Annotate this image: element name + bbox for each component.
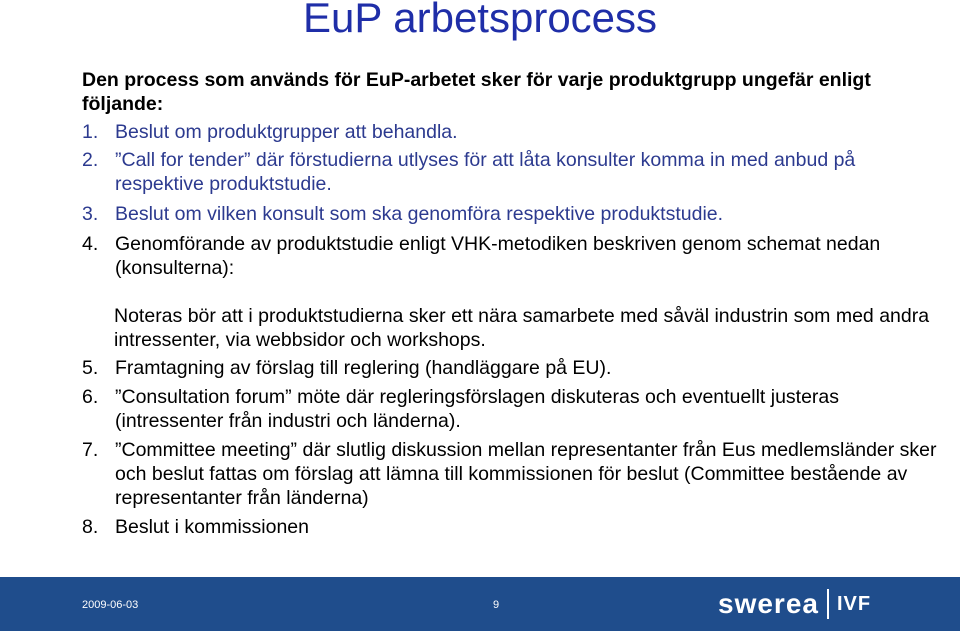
list-number: 8. (82, 516, 99, 538)
list-text: Framtagning av förslag till reglering (handläggare på EU). (115, 357, 612, 379)
list-number: 1. (82, 121, 99, 143)
logo-name: swerea (718, 588, 819, 619)
list-text: ”Call for tender” där förstudierna utlyses för att låta konsulter komma in med anbud på respektive produktstudie. (115, 149, 856, 195)
list-text: Genomförande av produktstudie enligt VHK-metodiken beskriven genom schemat nedan (konsulterna): (115, 233, 881, 279)
logo-unit: IVF (836, 592, 872, 615)
list-number: 3. (82, 203, 99, 225)
list-number: 2. (82, 149, 99, 171)
page-number: 9 (493, 599, 500, 611)
list-item (82, 202, 942, 226)
slide-title: EuP arbetsprocess (302, 0, 658, 41)
note-text: Noteras bör att i produktstudierna sker ett nära samarbete med såväl industrin som med andra intressenter, via webbsidor och workshops. (114, 305, 930, 351)
list-item (82, 356, 942, 380)
intro-text: Den process som används för EuP-arbetet sker för varje produktgrupp ungefär enligt följande: (82, 69, 871, 115)
list-text: Beslut om produktgrupper att behandla. (115, 121, 458, 143)
footer-bar (0, 577, 960, 631)
list-item (82, 148, 942, 196)
list-text: ”Committee meeting” där slutlig diskussion mellan representanter från Eus medlemsländer sker och beslut fattas om förslag att lämna till kommissionen för beslut (Committee bestående av representanter från länderna) (115, 439, 937, 509)
list-item (82, 385, 942, 433)
list-number: 7. (82, 439, 99, 461)
list-text: Beslut om vilken konsult som ska genomföra respektive produktstudie. (115, 203, 724, 225)
list-number: 5. (82, 357, 99, 379)
list-text: ”Consultation forum” möte där regleringsförslagen diskuteras och eventuellt justeras (intressenter från industri och länderna). (115, 386, 840, 432)
list-number: 4. (82, 233, 99, 255)
swerea-ivf-logo (718, 586, 871, 622)
list-item (82, 120, 942, 144)
list-item (82, 232, 942, 280)
list-number: 6. (82, 386, 99, 408)
logo-divider (827, 589, 829, 619)
list-item (82, 515, 942, 539)
footer-date: 2009-06-03 (82, 599, 139, 611)
list-text: Beslut i kommissionen (115, 516, 309, 538)
list-item (82, 438, 942, 510)
